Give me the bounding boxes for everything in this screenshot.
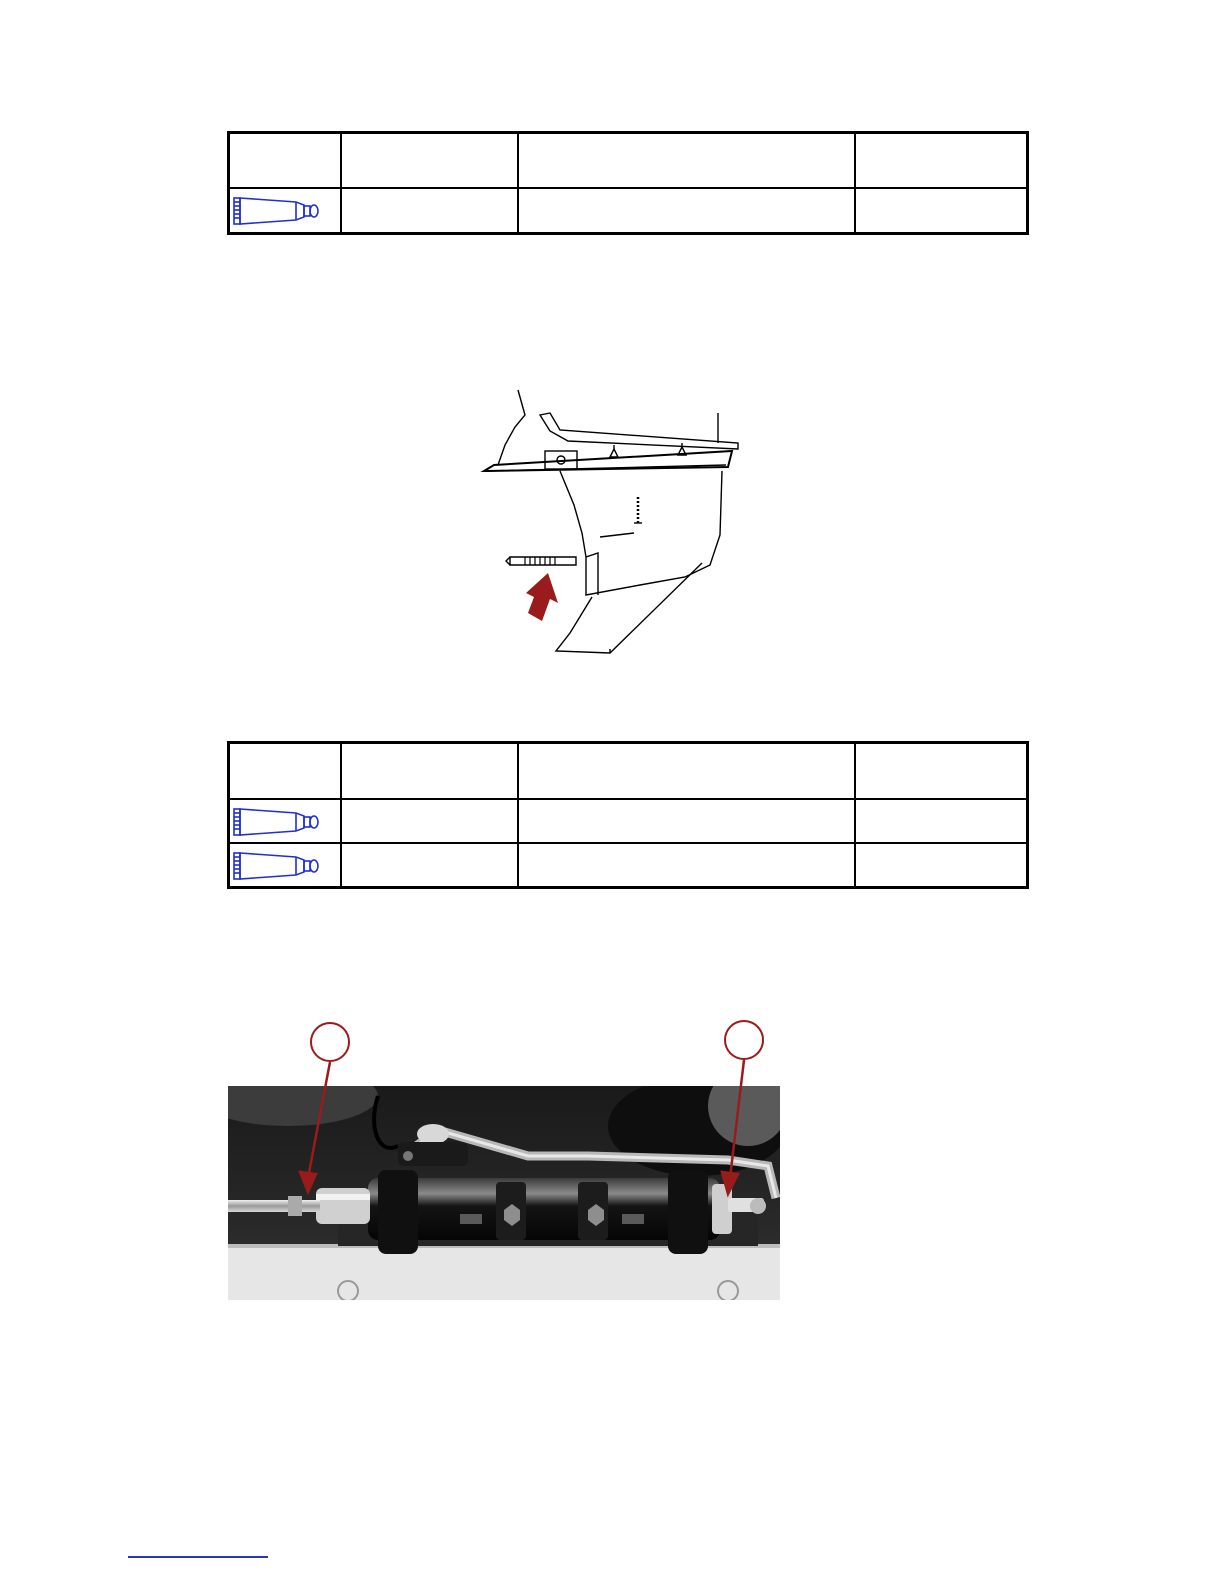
lubricant-table-2 xyxy=(227,741,1029,889)
table-header-row xyxy=(229,743,1028,799)
part-number-cell xyxy=(855,799,1028,843)
table-header-row xyxy=(229,133,1028,188)
red-arrow-icon xyxy=(722,1172,738,1194)
part-number-cell xyxy=(855,188,1028,234)
lubricant-tube-icon xyxy=(230,192,328,228)
where-used-cell xyxy=(518,799,855,843)
description-cell xyxy=(341,799,518,843)
header-cell-description xyxy=(341,743,518,799)
lubricant-tube-icon xyxy=(230,847,328,883)
tube-cell xyxy=(229,843,342,888)
lubricant-table-1 xyxy=(227,131,1029,235)
header-cell-part-number xyxy=(855,133,1028,188)
callout-circle-2 xyxy=(724,1020,764,1060)
header-cell-tube xyxy=(229,743,342,799)
gearcase-drawing xyxy=(470,385,750,660)
lubricant-tube-icon xyxy=(230,803,328,839)
table-row xyxy=(229,799,1028,843)
header-cell-part-number xyxy=(855,743,1028,799)
footer-link-underline[interactable] xyxy=(128,1556,268,1558)
where-used-cell xyxy=(518,188,855,234)
tube-cell xyxy=(229,799,342,843)
callout-leader-lines xyxy=(290,1060,770,1210)
description-cell xyxy=(341,188,518,234)
where-used-cell xyxy=(518,843,855,888)
tube-cell xyxy=(229,188,342,234)
header-cell-tube xyxy=(229,133,342,188)
table-row xyxy=(229,188,1028,234)
red-arrow-icon xyxy=(300,1172,316,1192)
description-cell xyxy=(341,843,518,888)
red-arrow-icon xyxy=(526,573,558,621)
header-cell-where-used xyxy=(518,133,855,188)
callout-circle-1 xyxy=(310,1022,350,1062)
header-cell-where-used xyxy=(518,743,855,799)
table-row xyxy=(229,843,1028,888)
part-number-cell xyxy=(855,843,1028,888)
header-cell-description xyxy=(341,133,518,188)
